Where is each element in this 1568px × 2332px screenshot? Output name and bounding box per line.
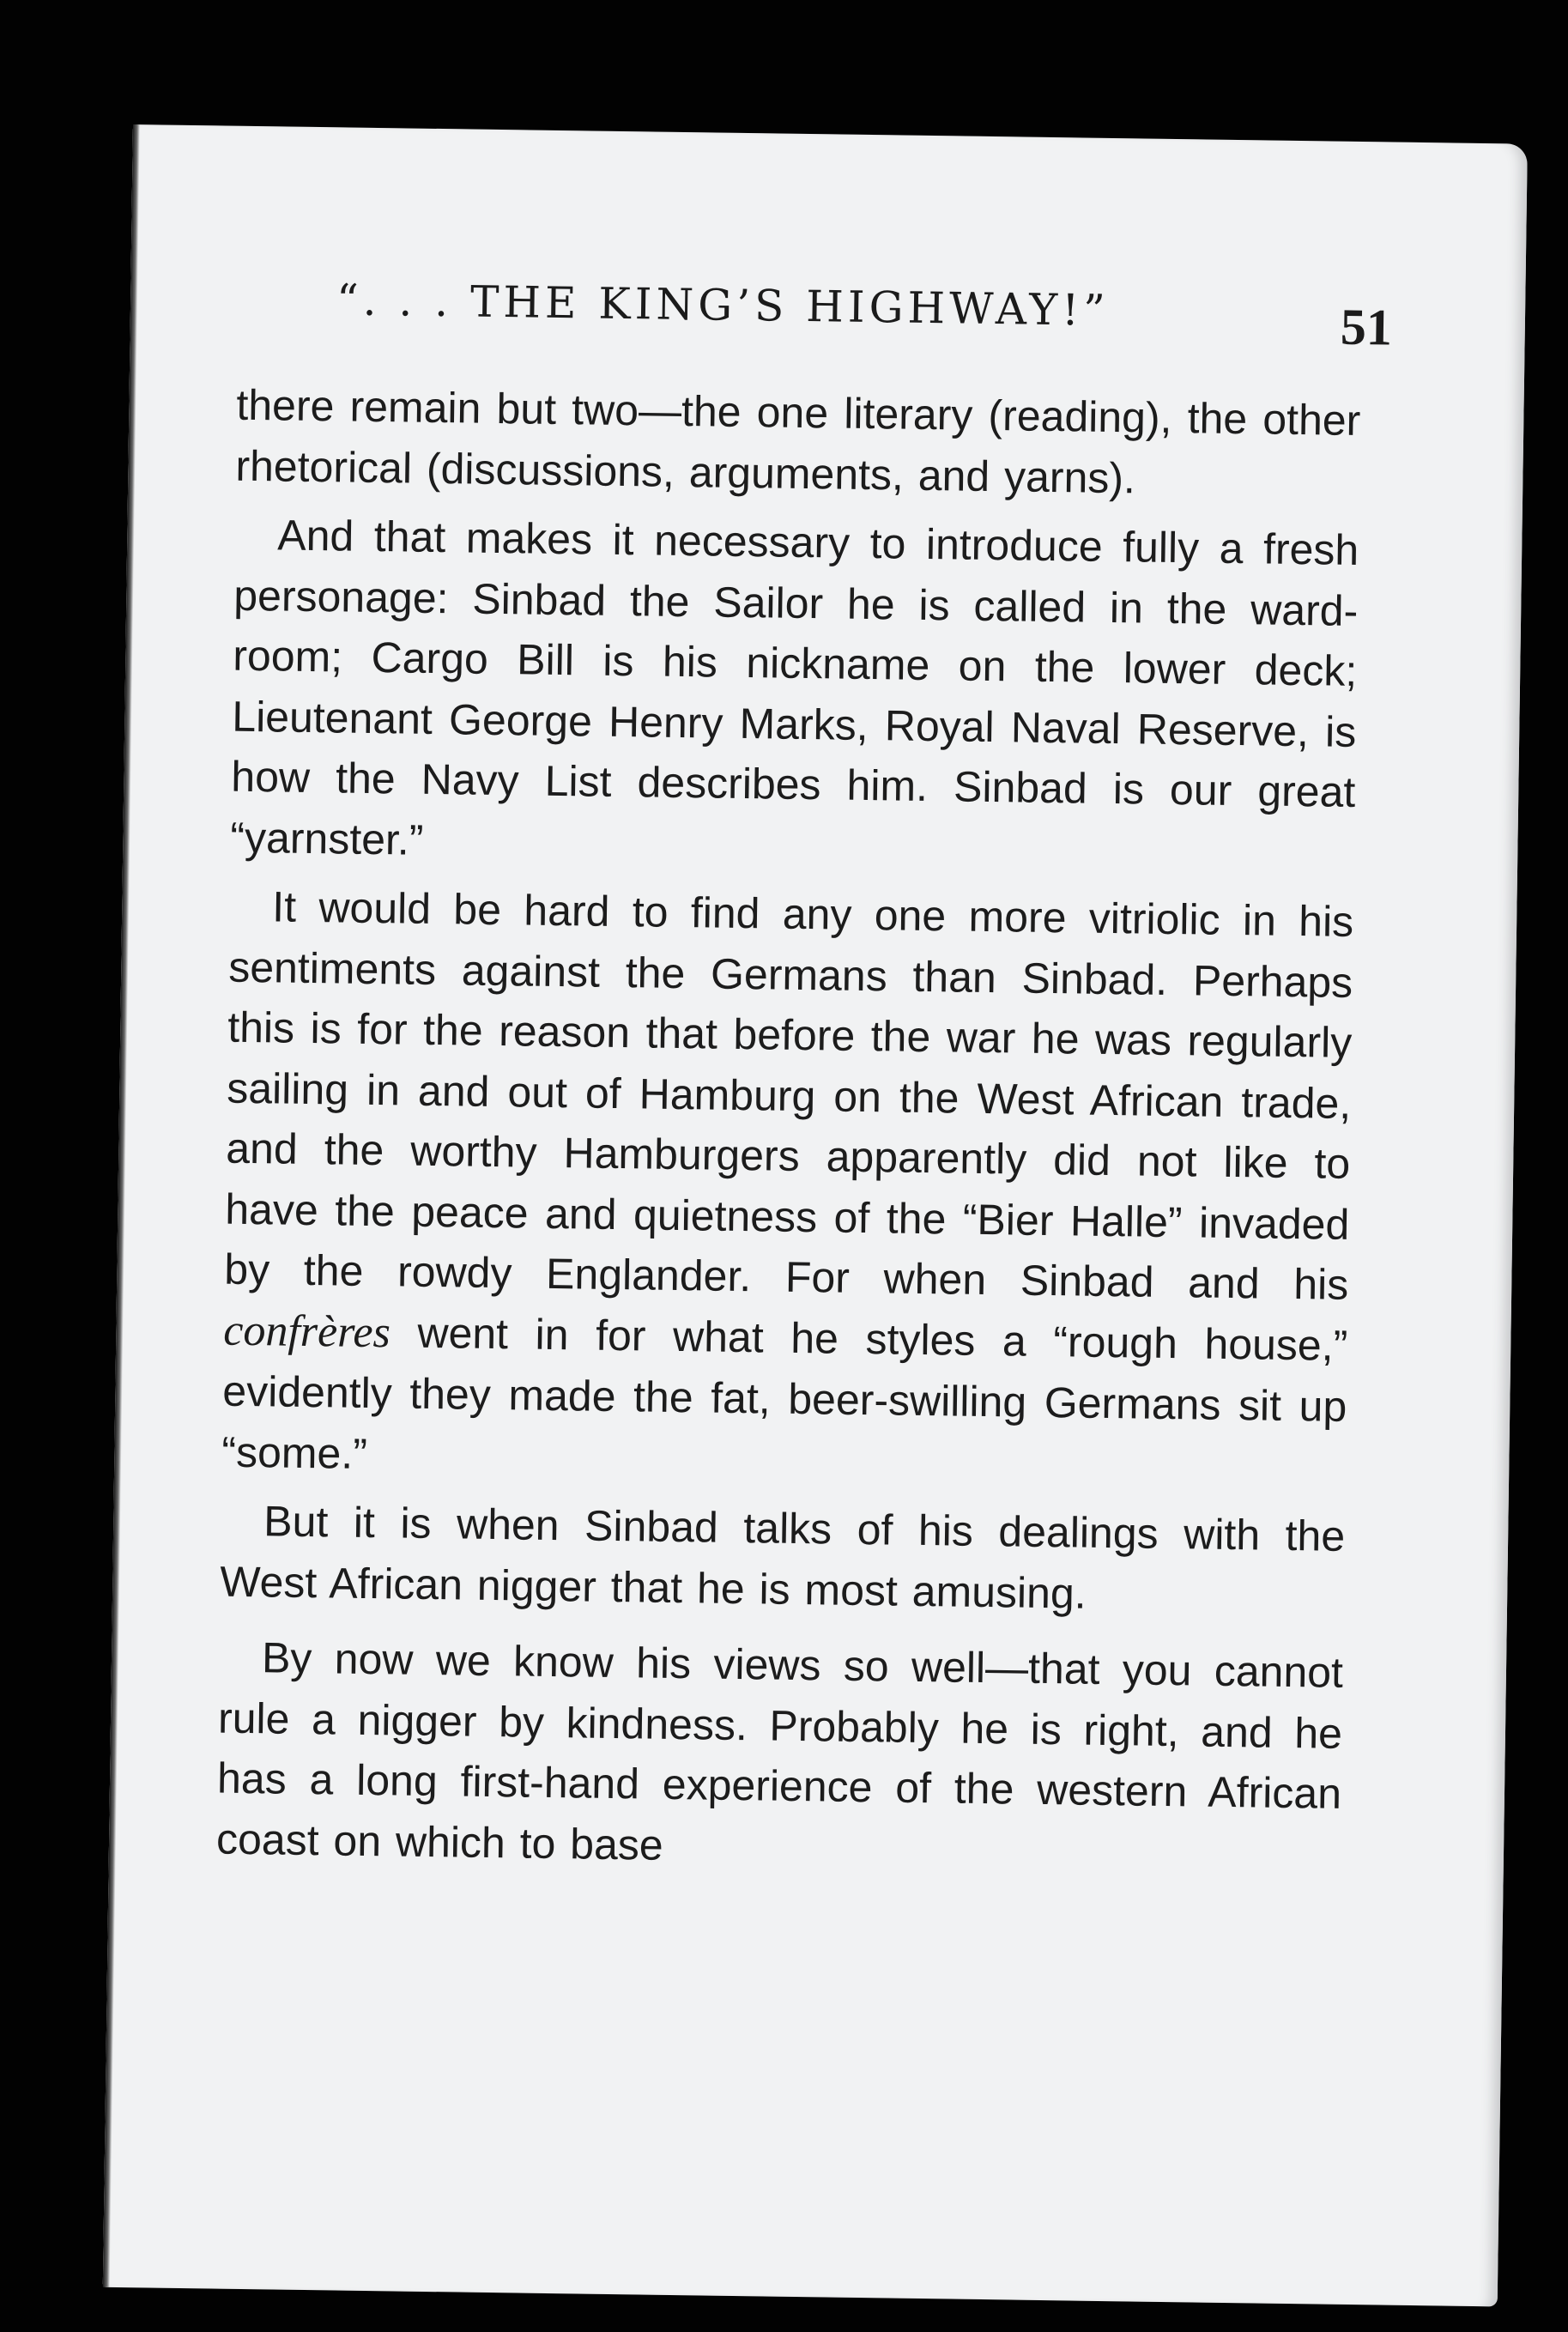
paragraph-2: And that makes it necessary to introduce fully a fresh personage: Sinbad the Sailor he is called in the ward-room; Cargo Bill is his nickname on the lower deck; Lieutenant George Henry Marks, Royal Naval Reserve, is how the Navy List describes him. Sinbad is our great “yarnster.” [230,511,1359,864]
running-head: “. . . THE KING’S HIGHWAY!” [336,275,1111,336]
page-number: 51 [1340,298,1393,356]
paragraph-4: But it is when Sinbad talks of his dealings with the West African nigger that he is most amusing. [219,1497,1346,1618]
paragraph-3-part-1: It would be hard to find any one more vitriolic in his sentiments against the Germans than Sinbad. Perhaps this is for the reason that before the war he was regularly sailing in and out of Hamburg on the West African trade, and the worthy Hamburgers apparently did not like to have the peace and quietness of the “Bier Halle” invaded by the rowdy Englander. For when Sinbad and his [223,882,1354,1309]
paragraph-3-part-2: went in for what he styles a “rough house,” evidently they made the fat, beer-swilling Germans sit up “some.” [221,1307,1348,1478]
italic-word-confreres: confrères [223,1305,391,1357]
page-body [215,375,1360,1893]
book-page [103,124,1528,2306]
page-header [336,275,1392,366]
paragraph-3 [221,876,1354,1498]
paragraph-1: there remain but two—the one literary (reading), the other rhetorical (discussions, arguments, and yarns). [235,380,1361,502]
paragraph-5: By now we know his views so well—that you cannot rule a nigger by kindness. Probably he is right, and he has a long first-hand experience of the western African coast on which to base [215,1633,1344,1869]
